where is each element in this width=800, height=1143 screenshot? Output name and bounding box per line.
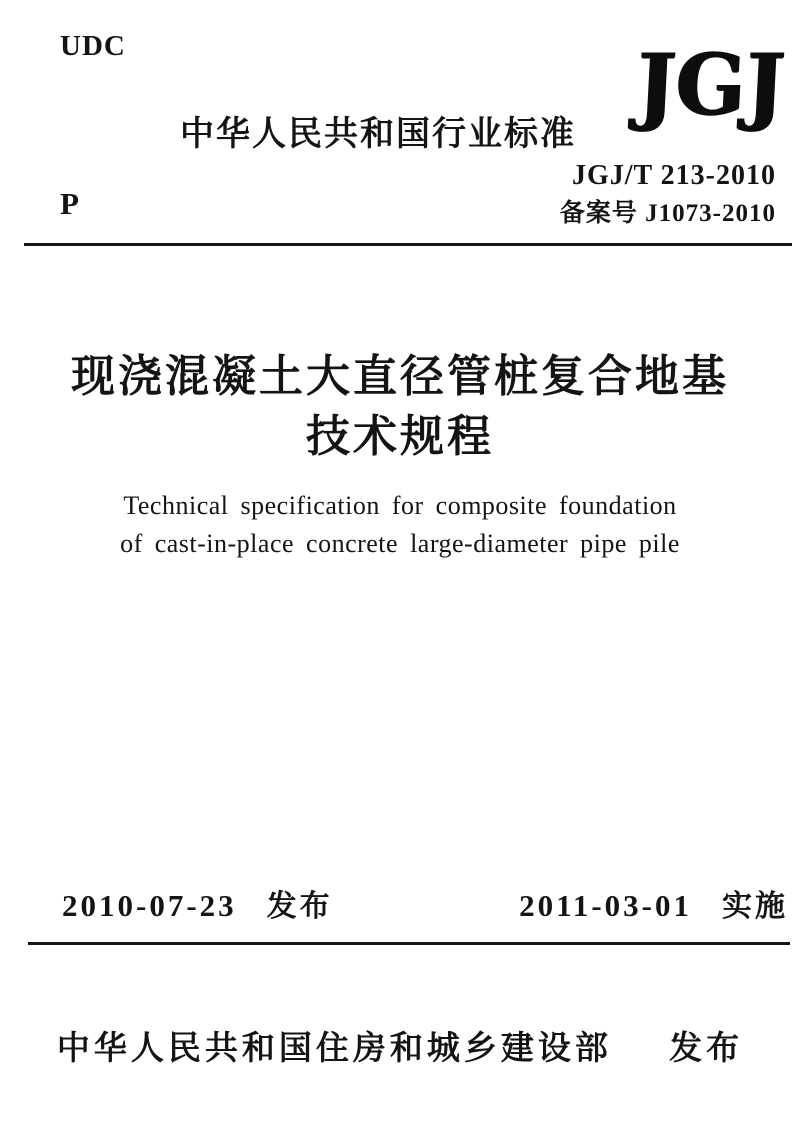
implement-label: 实施 [722,890,788,923]
record-number: 备案号 J1073-2010 [559,200,776,227]
title-english-line1: Technical specification for composite foundation [123,491,677,520]
title-chinese-line1: 现浇混凝土大直径管桩复合地基 [71,352,729,401]
udc-label: UDC [60,30,126,62]
title-chinese [0,347,800,467]
standard-type-heading: 中华人民共和国行业标准 [180,115,576,153]
header-divider-line [24,243,792,246]
title-chinese-line2: 技术规程 [306,412,494,461]
issue-date-block [62,881,333,925]
implement-date: 2011-03-01 [519,888,692,923]
issue-date: 2010-07-23 [62,888,237,923]
document-classification: P [60,186,79,221]
implement-date-block [519,881,788,925]
standard-code: JGJ/T 213-2010 [571,160,776,191]
title-english-line2: of cast-in-place concrete large-diameter pipe pile [120,529,680,558]
issue-label: 发布 [266,890,333,923]
publisher-action-label: 发布 [669,1029,744,1066]
publisher-name: 中华人民共和国住房和城乡建设部 [56,1029,612,1066]
publisher-row [0,1022,800,1069]
footer-divider-line [28,942,790,945]
jgj-logo: JGJ [633,36,787,134]
title-english [0,487,800,563]
